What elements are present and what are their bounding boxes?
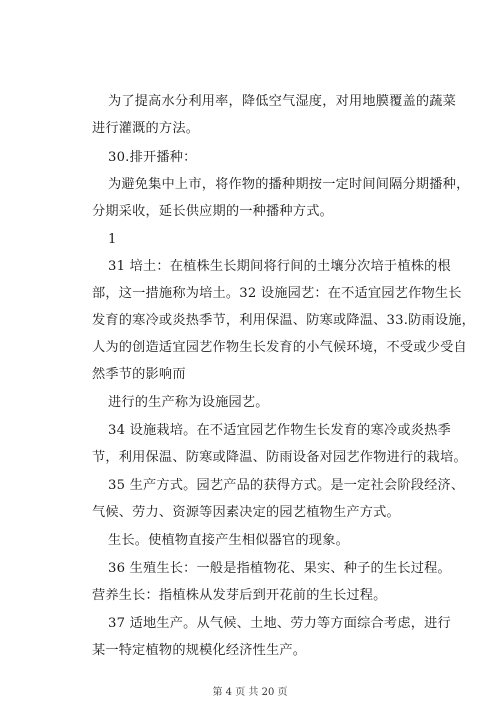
text-line: 31 培土：在植株生长期间将行间的土壤分次培于植株的根 (108, 259, 451, 274)
text-line: 进行的生产称为设施园艺。 (108, 395, 269, 410)
text-line: 37 适地生产。从气候、土地、劳力等方面综合考虑，进行 (108, 616, 451, 631)
page-footer: 第 4 页 共 20 页 (212, 687, 288, 698)
text-line: 36 生殖生长：一般是指植物花、果实、种子的生长过程。 (108, 561, 451, 576)
text-line: 某一特定植物的规模化经济性生产。 (92, 643, 307, 658)
text-line: 1 (108, 232, 117, 247)
text-line: 人为的创造适宜园艺作物生长发育的小气候环境，不受或少受自 (92, 340, 467, 355)
text-line: 为了提高水分利用率，降低空气湿度，对用地膜覆盖的蔬菜 (108, 94, 457, 109)
text-line: 部，这一措施称为培土。32 设施园艺：在不适宜园艺作物生长 (92, 286, 462, 301)
text-line: 进行灌溉的方法。 (92, 121, 200, 136)
text-line: 气候、劳力、资源等因素决定的园艺植物生产方式。 (92, 505, 400, 520)
text-line: 然季节的影响而 (92, 367, 186, 382)
text-line: 30.排开播种： (108, 150, 197, 165)
text-line: 分期采收，延长供应期的一种播种方式。 (92, 204, 333, 219)
text-line: 为避免集中上市，将作物的播种期按一定时间间隔分期播种， (108, 177, 470, 192)
text-line: 营养生长：指植株从发芽后到开花前的生长过程。 (92, 588, 387, 603)
text-line: 发育的寒冷或炎热季节，利用保温、防寒或降温、33.防雨设施， (92, 313, 476, 328)
text-line: 34 设施栽培。在不适宜园艺作物生长发育的寒冷或炎热季 (108, 423, 451, 438)
text-line: 生长。使植物直接产生相似器官的现象。 (108, 533, 349, 548)
text-line: 35 生产方式。园艺产品的获得方式。是一定社会阶段经济、 (108, 478, 465, 493)
text-line: 节，利用保温、防寒或降温、防雨设备对园艺作物进行的栽培。 (92, 450, 467, 465)
